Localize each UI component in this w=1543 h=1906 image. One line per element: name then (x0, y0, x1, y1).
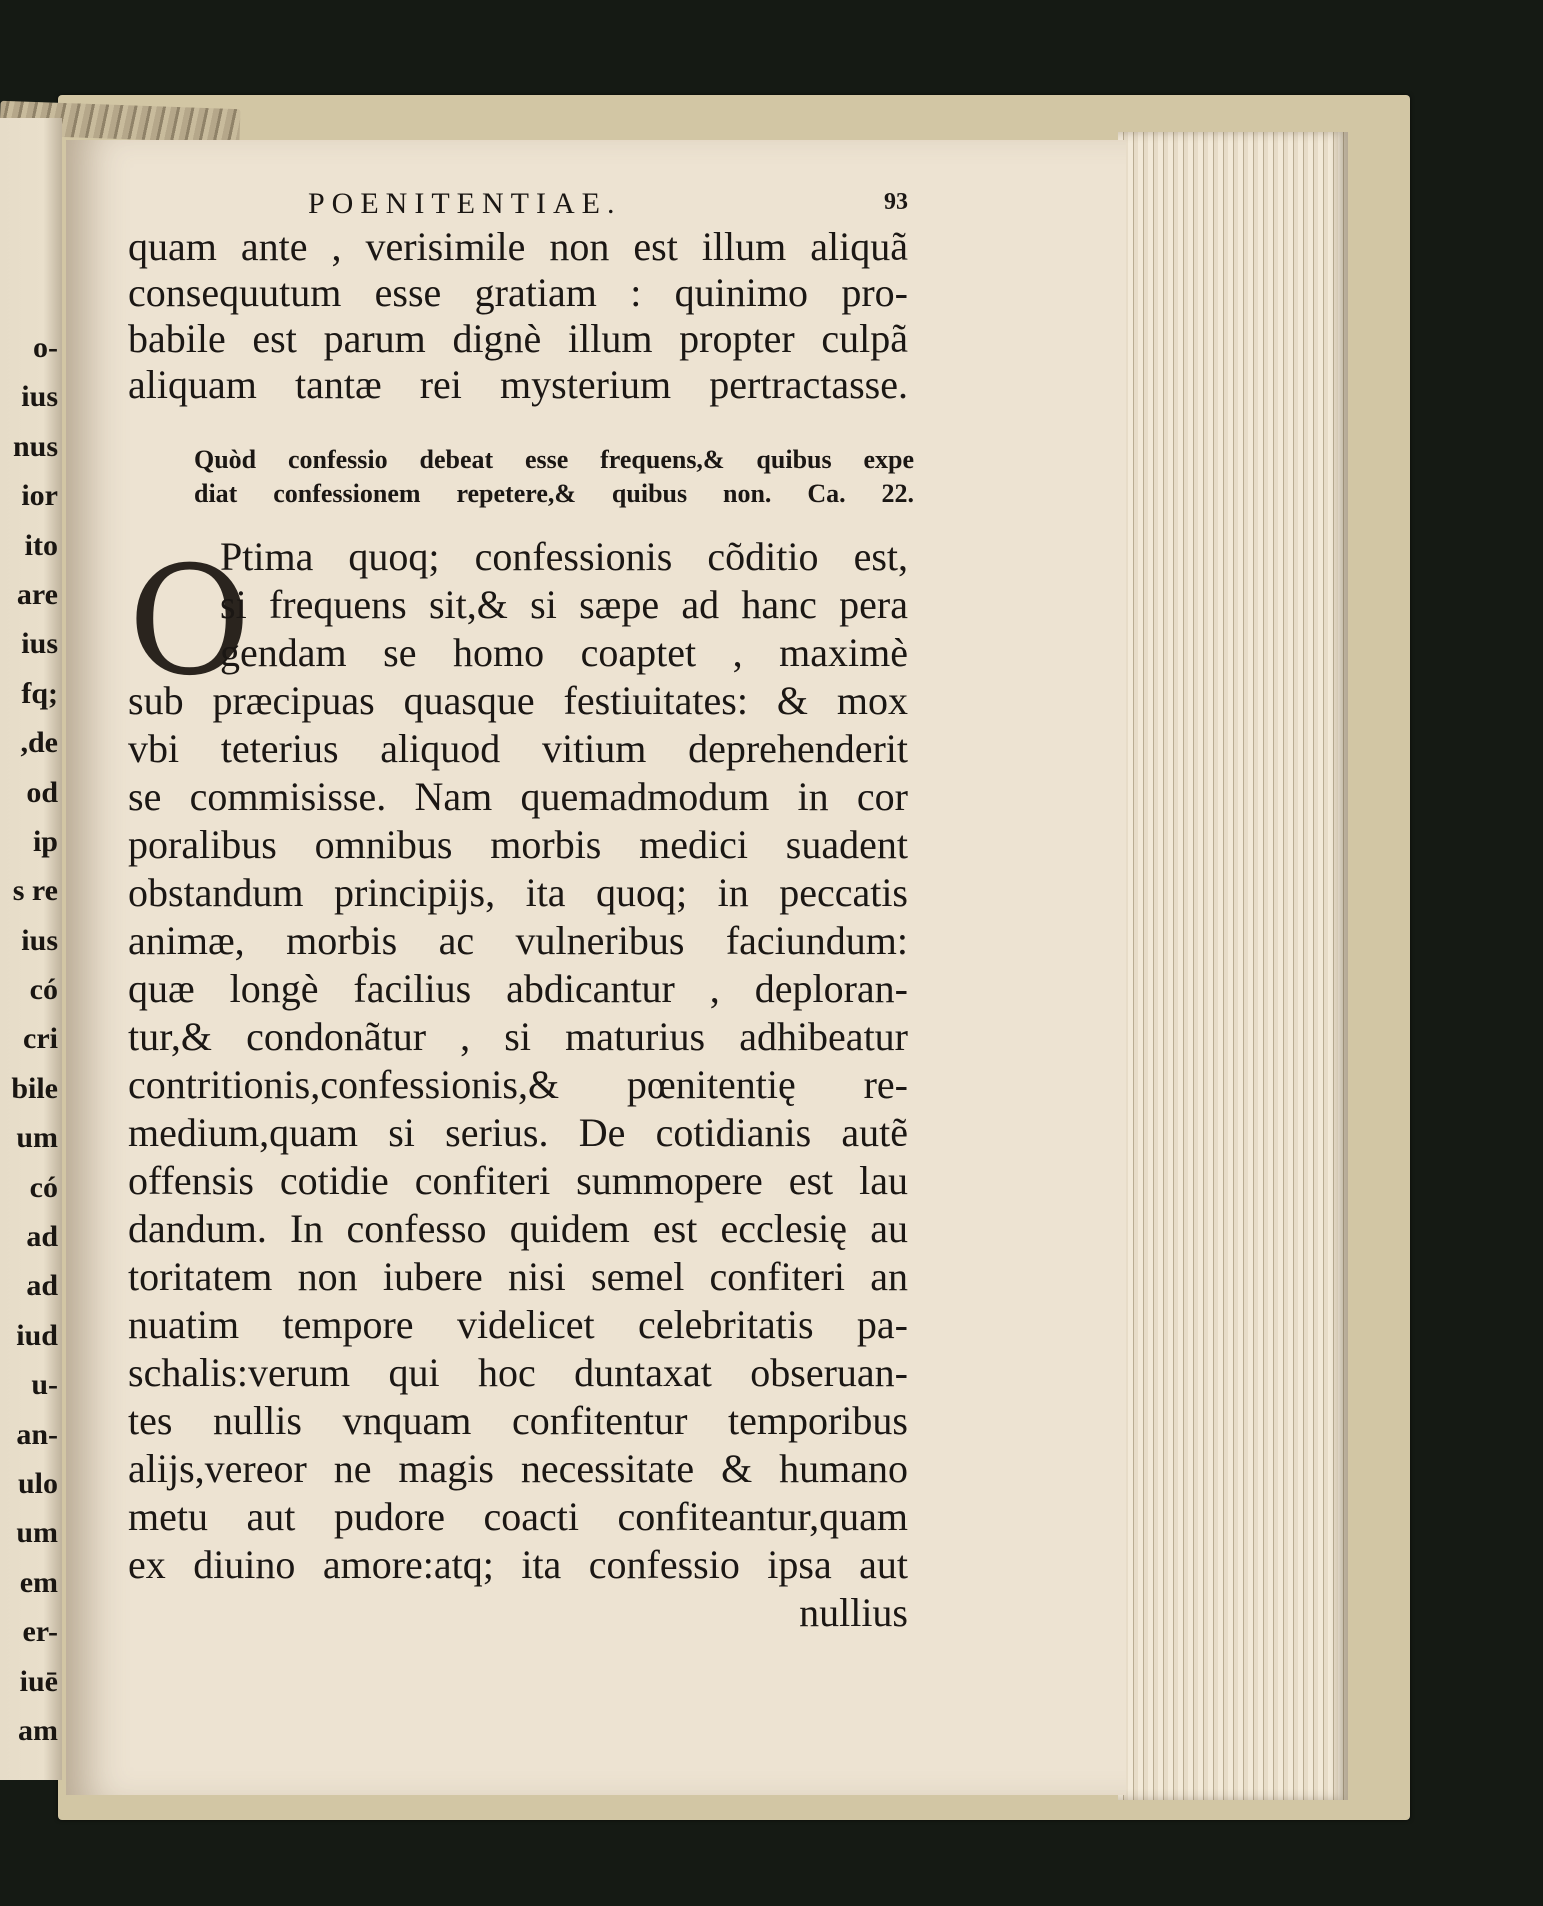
text-line: dandum. In confesso quidem est ecclesię au (128, 1206, 908, 1251)
text-line: contritionis,confessionis,& pœnitentię re- (128, 1062, 908, 1107)
left-line-fragment: ,de (20, 726, 58, 760)
text-line: schalis:verum qui hoc duntaxat obseruan- (128, 1350, 908, 1395)
text-line: quam ante , verisimile non est illum aliquã (128, 224, 908, 269)
left-line-fragment: nus (12, 429, 58, 463)
left-line-fragment: có (29, 973, 58, 1007)
drop-cap: O (128, 535, 251, 709)
left-line-fragment: có (29, 1170, 58, 1204)
page-number: 93 (884, 189, 908, 215)
text-line: poralibus omnibus morbis medici suadent (128, 822, 908, 867)
text-line: si frequens sit,& si sæpe ad hanc pera (220, 582, 908, 627)
left-line-fragment: iuē (19, 1664, 58, 1698)
text-line: tes nullis vnquam confitentur temporibus (128, 1398, 908, 1443)
left-line-fragment: o- (33, 331, 58, 364)
text-line: metu aut pudore coacti confiteantur,quam (128, 1494, 908, 1539)
text-line: vbi teterius aliquod vitium deprehenderit (128, 726, 908, 771)
left-line-fragment: bile (11, 1071, 58, 1105)
left-line-fragment: um (16, 1516, 58, 1550)
left-line-fragment: em (19, 1565, 58, 1599)
left-line-fragment: s re (12, 874, 58, 908)
text-line: babile est parum dignè illum propter culpã (128, 316, 908, 361)
text-line: Ptima quoq; confessionis cõditio est, (220, 534, 908, 579)
left-line-fragment: an- (16, 1417, 58, 1451)
left-line-fragment: am (18, 1713, 58, 1747)
left-line-fragment: are (16, 577, 58, 611)
chapter-rubric: Quòd confessio debeat esse frequens,& quibus expe (194, 445, 914, 474)
left-line-fragment: ito (24, 528, 58, 562)
left-line-fragment: ius (21, 380, 58, 414)
text-line: gendam se homo coaptet , maximè (220, 630, 908, 675)
text-line: se commisisse. Nam quemadmodum in cor (128, 774, 908, 819)
left-line-fragment: er- (22, 1615, 58, 1649)
catchword: nullius (799, 1590, 908, 1635)
text-line: alijs,vereor ne magis necessitate & humano (128, 1446, 908, 1491)
left-page-text (0, 323, 60, 1755)
text-line: tur,& condonãtur , si maturius adhibeatur (128, 1014, 908, 1059)
text-line: toritatem non iubere nisi semel confiteri an (128, 1254, 908, 1299)
text-line: consequutum esse gratiam : quinimo pro- (128, 270, 908, 315)
left-line-fragment: od (26, 775, 58, 809)
text-line: sub præcipuas quasque festiuitates: & mox (128, 678, 908, 723)
left-line-fragment: ulo (17, 1466, 58, 1500)
left-line-fragment: iud (16, 1318, 58, 1352)
text-line: offensis cotidie confiteri summopere est lau (128, 1158, 908, 1203)
left-line-fragment: fq; (21, 676, 58, 710)
left-line-fragment: ior (21, 479, 58, 513)
text-line: animæ, morbis ac vulneribus faciundum: (128, 918, 908, 963)
left-line-fragment: ius (21, 923, 58, 957)
chapter-rubric: diat confessionem repetere,& quibus non. Ca. 22. (194, 479, 914, 508)
left-line-fragment: ad (26, 1220, 58, 1254)
left-line-fragment: cri (23, 1022, 58, 1056)
text-line: medium,quam si serius. De cotidianis autẽ (128, 1110, 908, 1155)
left-line-fragment: ius (21, 627, 58, 661)
left-line-fragment: ad (26, 1269, 58, 1303)
text-line: quæ longè facilius abdicantur , deploran- (128, 966, 908, 1011)
text-line: nuatim tempore videlicet celebritatis pa- (128, 1302, 908, 1347)
left-page (0, 118, 62, 1780)
page-edges (1118, 132, 1348, 1800)
text-line: obstandum principijs, ita quoq; in peccatis (128, 870, 908, 915)
text-line: ex diuino amore:atq; ita confessio ipsa aut (128, 1542, 908, 1587)
left-line-fragment: um (16, 1121, 58, 1155)
left-line-fragment: ip (32, 824, 58, 858)
text-line: aliquam tantæ rei mysterium pertractasse. (128, 362, 908, 407)
left-line-fragment: u- (31, 1368, 58, 1402)
running-head: POENITENTIAE. (308, 187, 622, 220)
